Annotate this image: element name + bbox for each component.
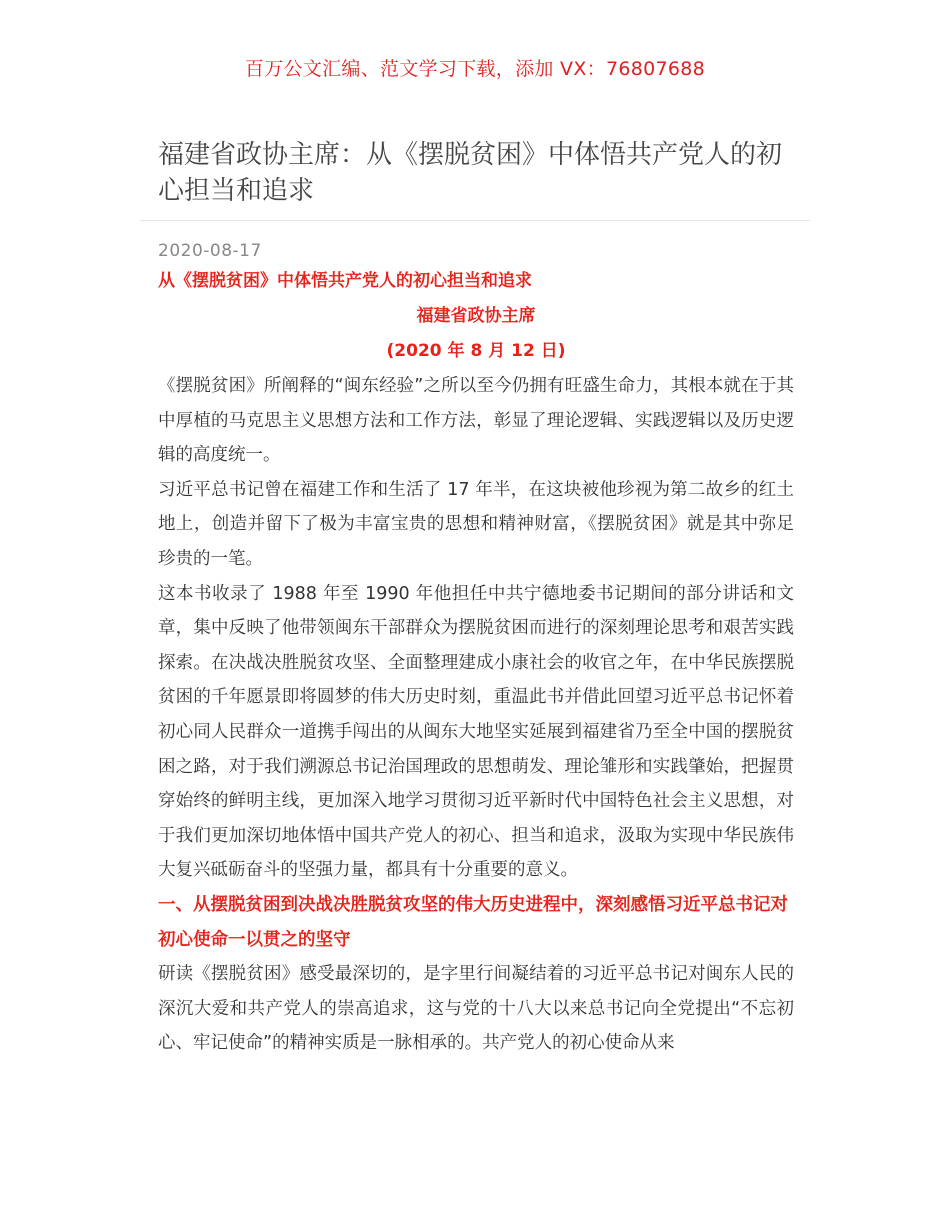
author-date: (2020 年 8 月 12 日) (386, 341, 566, 361)
title-divider (140, 220, 810, 221)
article-subtitle: 从《摆脱贫困》中体悟共产党人的初心担当和追求 (158, 271, 532, 291)
body-paragraph: 研读《摆脱贫困》感受最深切的，是字里行间凝结着的习近平总书记对闽东人民的深沉大爱和共产党人的崇高追求，这与党的十八大以来总书记向全党提出“不忘初心、牢记使命”的精神实质是一脉相承的。共产党人的初心使命从来 (158, 964, 794, 1054)
body-paragraph: 这本书收录了 1988 年至 1990 年他担任中共宁德地委书记期间的部分讲话和文章，集中反映了他带领闽东干部群众为摆脱贫困而进行的深刻理论思考和艰苦实践探索。在决战决胜脱贫攻坚、全面整理建成小康社会的收官之年，在中华民族摆脱贫困的千年愿景即将圆梦的伟大历史时刻，重温此书并借此回望习近平总书记怀着初心同人民群众一道携手闯出的从闽东大地坚实延展到福建省乃至全中国的摆脱贫困之路，对于我们溯源总书记治国理政的思想萌发、理论雏形和实践肇始，把握贯穿始终的鲜明主线，更加深入地学习贯彻习近平新时代中国特色社会主义思想，对于我们更加深切地体悟中国共产党人的初心、担当和追求，汲取为实现中华民族伟大复兴砥砺奋斗的坚强力量，都具有十分重要的意义。 (158, 583, 794, 881)
author-line: 福建省政协主席 (416, 306, 536, 326)
article-body (158, 264, 794, 1061)
section-heading: 一、从摆脱贫困到决战决胜脱贫攻坚的伟大历史进程中，深刻感悟习近平总书记对初心使命一以贯之的坚守 (158, 894, 788, 950)
publish-date: 2020-08-17 (158, 241, 262, 261)
article-title: 福建省政协主席：从《摆脱贫困》中体悟共产党人的初心担当和追求 (158, 140, 783, 206)
body-paragraph: 习近平总书记曾在福建工作和生活了 17 年半，在这块被他珍视为第二故乡的红土地上，创造并留下了极为丰富宝贵的思想和精神财富，《摆脱贫困》就是其中弥足珍贵的一笔。 (158, 479, 794, 569)
body-paragraph: 《摆脱贫困》所阐释的“闽东经验”之所以至今仍拥有旺盛生命力，其根本就在于其中厚植的马克思主义思想方法和工作方法，彰显了理论逻辑、实践逻辑以及历史逻辑的高度统一。 (158, 376, 794, 466)
header-banner: 百万公文汇编、范文学习下载，添加 VX：76807688 (244, 58, 706, 80)
